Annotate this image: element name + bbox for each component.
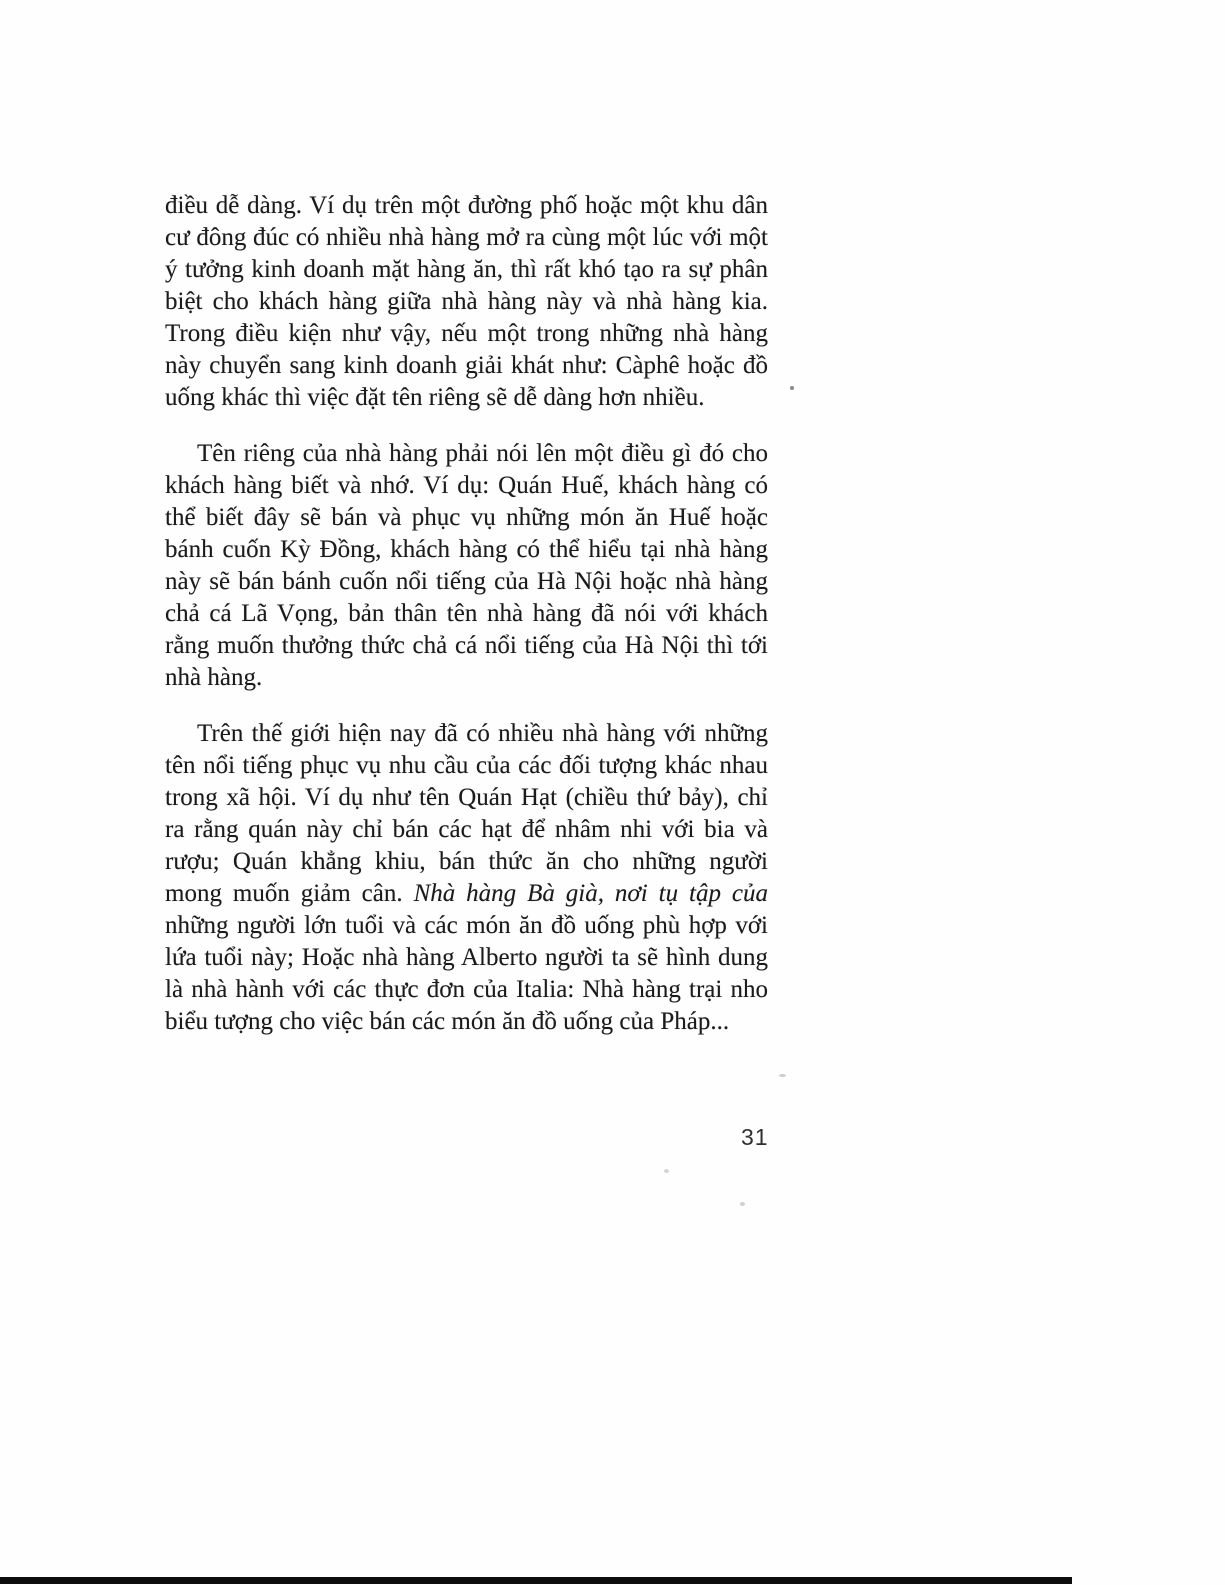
text-line: tên nổi tiếng phục vụ nhu cầu của các đối tượng khác nhau	[165, 752, 768, 779]
text-line: cư đông đúc có nhiều nhà hàng mở ra cùng một lúc với một	[165, 224, 768, 251]
paragraph	[165, 190, 768, 414]
text-line: biểu tượng cho việc bán các món ăn đồ uống của Pháp...	[165, 1008, 730, 1035]
scan-speck	[790, 386, 794, 390]
text-line: rượu; Quán khẳng khiu, bán thức ăn cho những người	[165, 848, 768, 875]
text-line: chả cá Lã Vọng, bản thân tên nhà hàng đã nói với khách	[165, 600, 768, 627]
paragraph	[165, 718, 768, 1038]
text-line: này sẽ bán bánh cuốn nổi tiếng của Hà Nội hoặc nhà hàng	[165, 568, 768, 595]
text-line: khách hàng biết và nhớ. Ví dụ: Quán Huế, khách hàng có	[165, 472, 768, 499]
scan-speck	[779, 1074, 786, 1077]
text-line: nhà hàng.	[165, 664, 263, 691]
text-line: là nhà hành với các thực đơn của Italia: Nhà hàng trại nho	[165, 976, 768, 1003]
text-line: lứa tuổi này; Hoặc nhà hàng Alberto người ta sẽ hình dung	[165, 944, 768, 971]
paragraph	[165, 438, 768, 694]
text-line: Trên thế giới hiện nay đã có nhiều nhà hàng với những	[197, 720, 768, 747]
scan-speck	[740, 1202, 745, 1206]
page-number: 31	[741, 1124, 769, 1150]
text-line: uống khác thì việc đặt tên riêng sẽ dễ dàng hơn nhiều.	[165, 384, 705, 411]
text-line: Tên riêng của nhà hàng phải nói lên một điều gì đó cho	[197, 440, 768, 467]
italic-text-segment: Nhà hàng Bà già, nơi tụ tập của	[413, 880, 769, 907]
text-line: rằng muốn thưởng thức chả cá nổi tiếng của Hà Nội thì tới	[165, 632, 768, 659]
text-line: ý tưởng kinh doanh mặt hàng ăn, thì rất khó tạo ra sự phân	[165, 256, 768, 283]
text-line: trong xã hội. Ví dụ như tên Quán Hạt (chiều thứ bảy), chỉ	[165, 784, 768, 811]
scan-edge-artifact	[0, 1577, 1072, 1584]
text-line: những người lớn tuổi và các món ăn đồ uống phù hợp với	[165, 912, 768, 939]
text-line: bánh cuốn Kỳ Đồng, khách hàng có thể hiểu tại nhà hàng	[165, 536, 768, 563]
text-line: thể biết đây sẽ bán và phục vụ những món ăn Huế hoặc	[165, 504, 768, 531]
scan-speck	[664, 1169, 669, 1173]
text-segment: mong muốn giảm cân.	[165, 880, 414, 907]
text-line: ra rằng quán này chỉ bán các hạt để nhâm nhi với bia và	[165, 816, 768, 843]
text-line: Trong điều kiện như vậy, nếu một trong những nhà hàng	[165, 320, 768, 347]
text-line: này chuyển sang kinh doanh giải khát như: Càphê hoặc đồ	[165, 352, 768, 379]
text-block	[165, 190, 768, 1062]
text-line: biệt cho khách hàng giữa nhà hàng này và nhà hàng kia.	[165, 288, 768, 315]
text-line: điều dễ dàng. Ví dụ trên một đường phố hoặc một khu dân	[165, 192, 768, 219]
text-line	[165, 878, 768, 910]
